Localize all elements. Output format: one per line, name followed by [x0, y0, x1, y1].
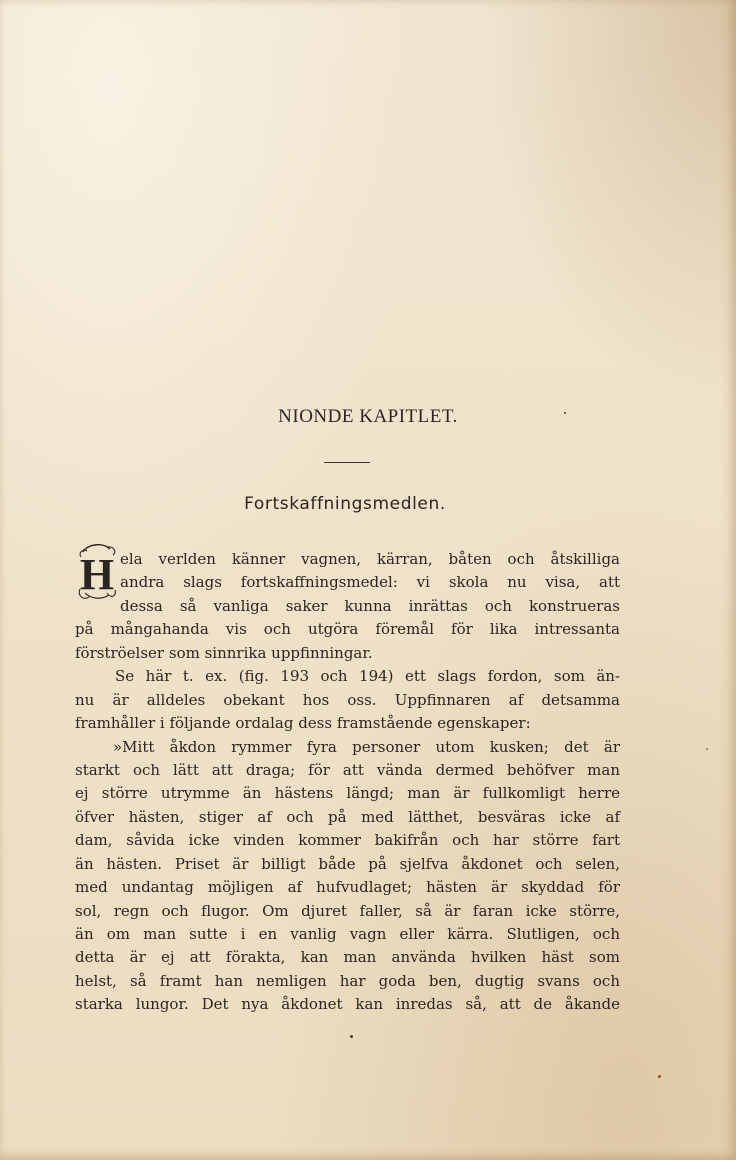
text-line: förströelser som sinnrika uppfinningar. [75, 643, 373, 662]
text-line: detta är ej att förakta, kan man använda hvilken häst som [75, 948, 620, 967]
text-line: än hästen. Priset är billigt både på sjelfva åkdonet och selen, [75, 854, 620, 873]
text-line: starka lungor. Det nya åkdonet kan inredas så, att de åkande [75, 995, 620, 1014]
text-line: än om man sutte i en vanlig vagn eller kärra. Slutligen, och [75, 925, 620, 943]
text-line: med undantag möjligen af hufvudlaget; hästen är skyddad för [75, 878, 620, 897]
text-line: ej större utrymme än hästens längd; man är fullkomligt herre [75, 784, 620, 803]
text-line: sol, regn och flugor. Om djuret faller, så är faran icke större, [75, 901, 620, 920]
title-divider [324, 462, 370, 463]
text-line: »Mitt åkdon rymmer fyra personer utom kusken; det är [113, 737, 620, 756]
text-line: Se här t. ex. (fig. 193 och 194) ett slags fordon, som än- [115, 667, 620, 686]
text-line: öfver hästen, stiger af och på med lätthet, besväras icke af [75, 807, 620, 826]
text-line: framhåller i följande ordalag dess framstående egenskaper: [75, 714, 531, 733]
speck [350, 1035, 353, 1038]
chapter-title: NIONDE KAPITLET. [278, 406, 458, 427]
text-line: ela verlden känner vagnen, kärran, båten och åtskilliga [120, 550, 620, 568]
text-line: dam, såvida icke vinden kommer bakifrån och har större fart [75, 831, 620, 850]
text-line: nu är alldeles obekant hos oss. Uppfinnaren af detsamma [75, 690, 620, 709]
speck [706, 748, 708, 750]
speck [658, 1075, 661, 1078]
speck [564, 412, 566, 414]
drop-cap-letter: H [79, 550, 115, 599]
text-line: dessa så vanliga saker kunna inrättas och konstrueras [120, 596, 620, 615]
text-line: helst, så framt han nemligen har goda ben, dugtig svans och [75, 971, 620, 990]
section-title: Fortskaffningsmedlen. [244, 494, 446, 514]
text-line: andra slags fortskaffningsmedel: vi skola nu visa, att [120, 573, 620, 592]
body-text [75, 548, 620, 1017]
text-line: på mångahanda vis och utgöra föremål för lika intressanta [75, 620, 620, 639]
text-line: starkt och lätt att draga; för att vända dermed behöfver man [75, 760, 620, 779]
